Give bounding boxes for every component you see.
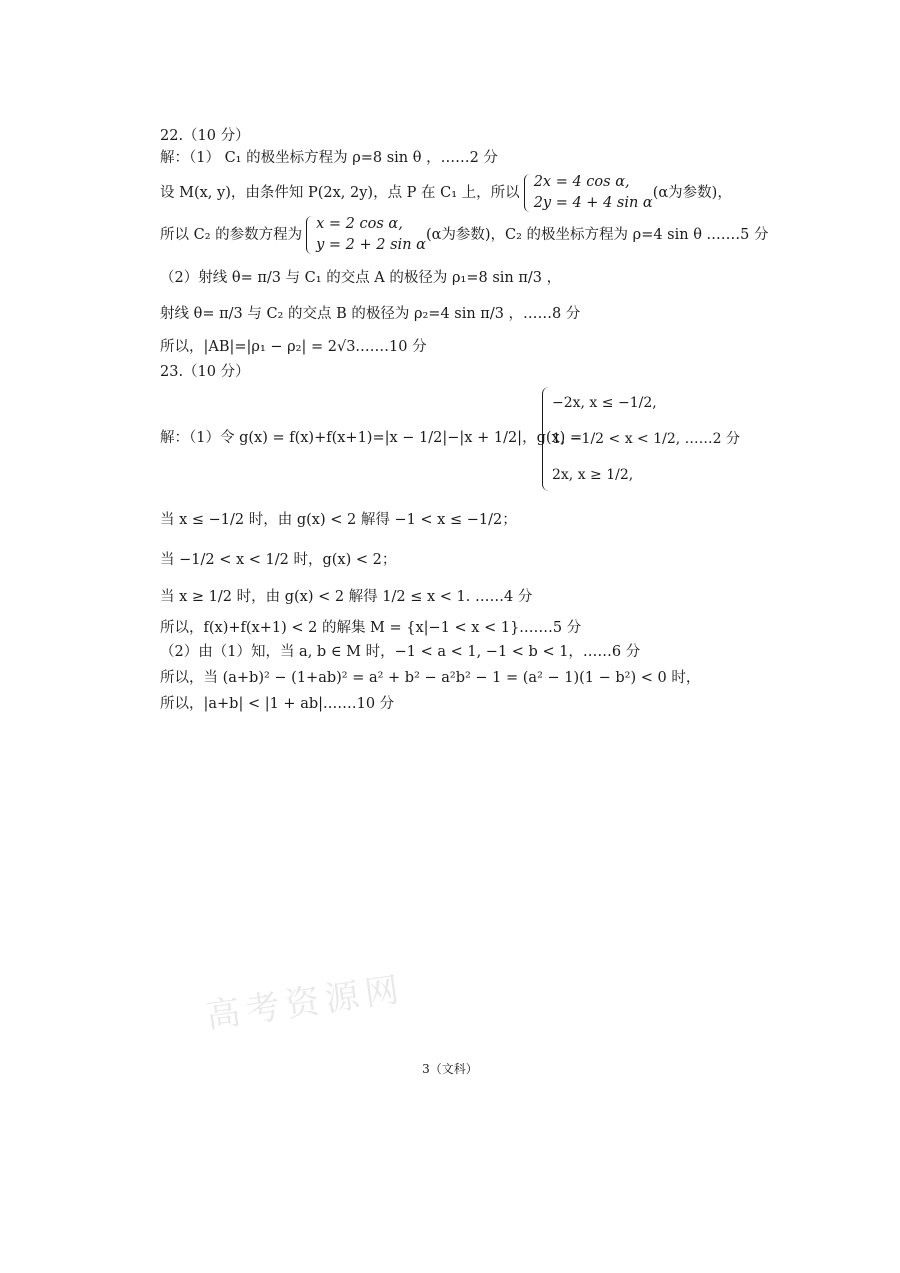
q22-line-6: 所以，|AB|=|ρ₁ − ρ₂| = 2√3.……10 分 [160, 339, 427, 355]
q22-line-5: 射线 θ= π/3 与 C₂ 的交点 B 的极径为 ρ₂=4 sin π/3 ，……8 分 [160, 306, 581, 322]
q22-system-1 [522, 172, 653, 214]
q22-line-3 [160, 214, 769, 256]
q23-line-4: 当 x ≥ 1/2 时，由 g(x) < 2 解得 1/2 ≤ x < 1. ……4 分 [160, 589, 533, 605]
q23-line-8: 所以，|a+b| < |1 + ab|.……10 分 [160, 696, 395, 712]
q23-heading: 23.（10 分） [160, 364, 250, 380]
q23-piece-2: 1, −1/2 < x < 1/2, ……2 分 [552, 431, 741, 447]
q23-piecewise [540, 385, 740, 493]
q22-line-3-post: (α为参数)，C₂ 的极坐标方程为 ρ=4 sin θ .……5 分 [425, 227, 769, 243]
q22-system-1-row-1: 2x = 4 cos α, [533, 174, 630, 190]
q23-line-6: （2）由（1）知，当 a, b ∈ M 时，−1 < a < 1, −1 < b < 1，……6 分 [160, 644, 641, 660]
q22-system-2 [304, 214, 426, 256]
q23-line-3: 当 −1/2 < x < 1/2 时，g(x) < 2； [160, 552, 397, 568]
page-footer: 3（文科） [422, 1062, 478, 1076]
q22-line-1: 解：（1） C₁ 的极坐标方程为 ρ=8 sin θ ，……2 分 [160, 150, 498, 166]
q22-line-2 [160, 172, 732, 214]
q22-system-2-row-1: x = 2 cos α, [316, 216, 403, 232]
q23-line-7: 所以，当 (a+b)² − (1+ab)² = a² + b² − a²b² − 1 = (a² − 1)(1 − b²) < 0 时， [160, 670, 701, 686]
watermark-stamp: 高考资源网 [203, 969, 408, 1037]
q22-system-1-row-2: 2y = 4 + 4 sin α [533, 195, 653, 211]
q23-line-1: 解：（1）令 g(x) = f(x)+f(x+1)=|x − 1/2|−|x + 1/2|，g(x) = [160, 430, 583, 446]
q22-heading: 22.（10 分） [160, 128, 250, 144]
q23-piece-1: −2x, x ≤ −1/2, [552, 395, 657, 411]
q22-line-2-pre: 设 M(x, y)，由条件知 P(2x, 2y)，点 P 在 C₁ 上，所以 [160, 185, 520, 201]
q22-system-2-row-2: y = 2 + 2 sin α [316, 237, 426, 253]
q22-line-2-post: (α为参数)， [652, 185, 732, 201]
q23-line-2: 当 x ≤ −1/2 时，由 g(x) < 2 解得 −1 < x ≤ −1/2； [160, 512, 517, 528]
q22-line-4: （2）射线 θ= π/3 与 C₁ 的交点 A 的极径为 ρ₁=8 sin π/3 ， [160, 270, 562, 286]
q23-line-5: 所以，f(x)+f(x+1) < 2 的解集 M = {x|−1 < x < 1}.……5 分 [160, 620, 582, 636]
q23-piece-3: 2x, x ≥ 1/2, [552, 467, 634, 483]
q22-line-3-pre: 所以 C₂ 的参数方程为 [160, 227, 303, 243]
